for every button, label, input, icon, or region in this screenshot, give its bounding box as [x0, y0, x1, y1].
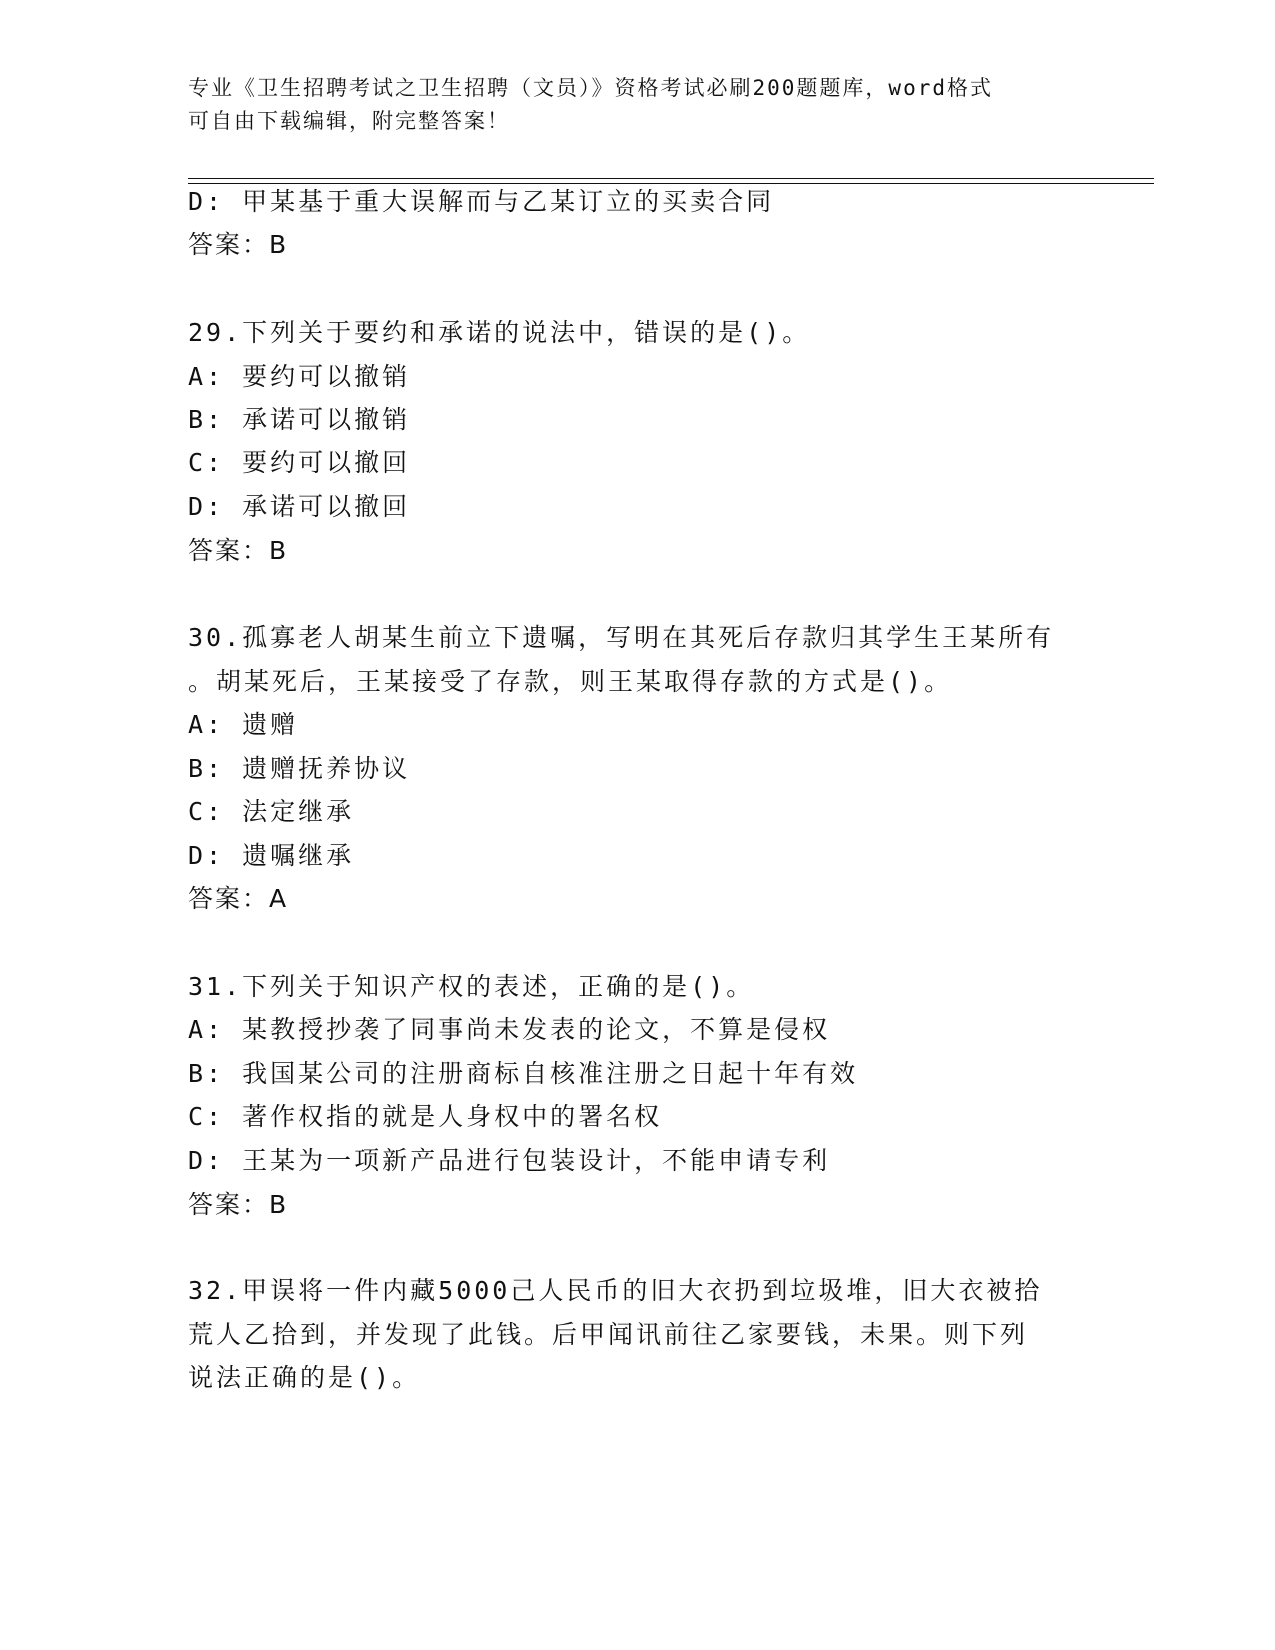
q30-option-b: B: 遗赠抚养协议 [188, 754, 411, 783]
q31-option-b: B: 我国某公司的注册商标自核准注册之日起十年有效 [188, 1059, 859, 1088]
q29-option-c: C: 要约可以撤回 [188, 448, 411, 477]
q32-stem-line-2: 荒人乙拾到，并发现了此钱。后甲闻讯前往乙家要钱，未果。则下列 [188, 1320, 1029, 1349]
q29-stem: 29.下列关于要约和承诺的说法中，错误的是()。 [188, 318, 811, 347]
q31-option-a: A: 某教授抄袭了同事尚未发表的论文，不算是侵权 [188, 1015, 831, 1044]
q28-option-d: D: 甲某基于重大误解而与乙某订立的买卖合同 [188, 187, 775, 216]
q29-option-b: B: 承诺可以撤销 [188, 405, 411, 434]
q31-stem: 31.下列关于知识产权的表述，正确的是()。 [188, 972, 755, 1001]
header-line-2: 可自由下载编辑，附完整答案！ [188, 109, 510, 133]
q32-stem-line-3: 说法正确的是()。 [188, 1363, 421, 1392]
header-line-1: 专业《卫生招聘考试之卫生招聘（文员）》资格考试必刷200题题库，word格式 [188, 76, 993, 100]
q30-stem-line-1: 30.孤寡老人胡某生前立下遗嘱，写明在其死后存款归其学生王某所有 [188, 623, 1055, 652]
q31-option-d: D: 王某为一项新产品进行包装设计，不能申请专利 [188, 1146, 831, 1175]
q30-option-d: D: 遗嘱继承 [188, 841, 355, 870]
q29-answer: 答案：B [188, 536, 289, 565]
q29-option-d: D: 承诺可以撤回 [188, 492, 411, 521]
q31-answer: 答案：B [188, 1190, 289, 1219]
document-header [188, 72, 1068, 138]
header-divider-top [188, 178, 1154, 179]
q30-stem-line-2: 。胡某死后，王某接受了存款，则王某取得存款的方式是()。 [188, 667, 953, 696]
q29-option-a: A: 要约可以撤销 [188, 362, 411, 391]
header-divider-bottom [188, 183, 1154, 184]
q30-option-a: A: 遗赠 [188, 710, 299, 739]
q30-option-c: C: 法定继承 [188, 797, 355, 826]
q32-stem-line-1: 32.甲误将一件内藏5000己人民币的旧大衣扔到垃圾堆，旧大衣被拾 [188, 1276, 1043, 1305]
q30-answer: 答案：A [188, 884, 289, 913]
q31-option-c: C: 著作权指的就是人身权中的署名权 [188, 1102, 663, 1131]
q28-answer: 答案：B [188, 230, 289, 259]
